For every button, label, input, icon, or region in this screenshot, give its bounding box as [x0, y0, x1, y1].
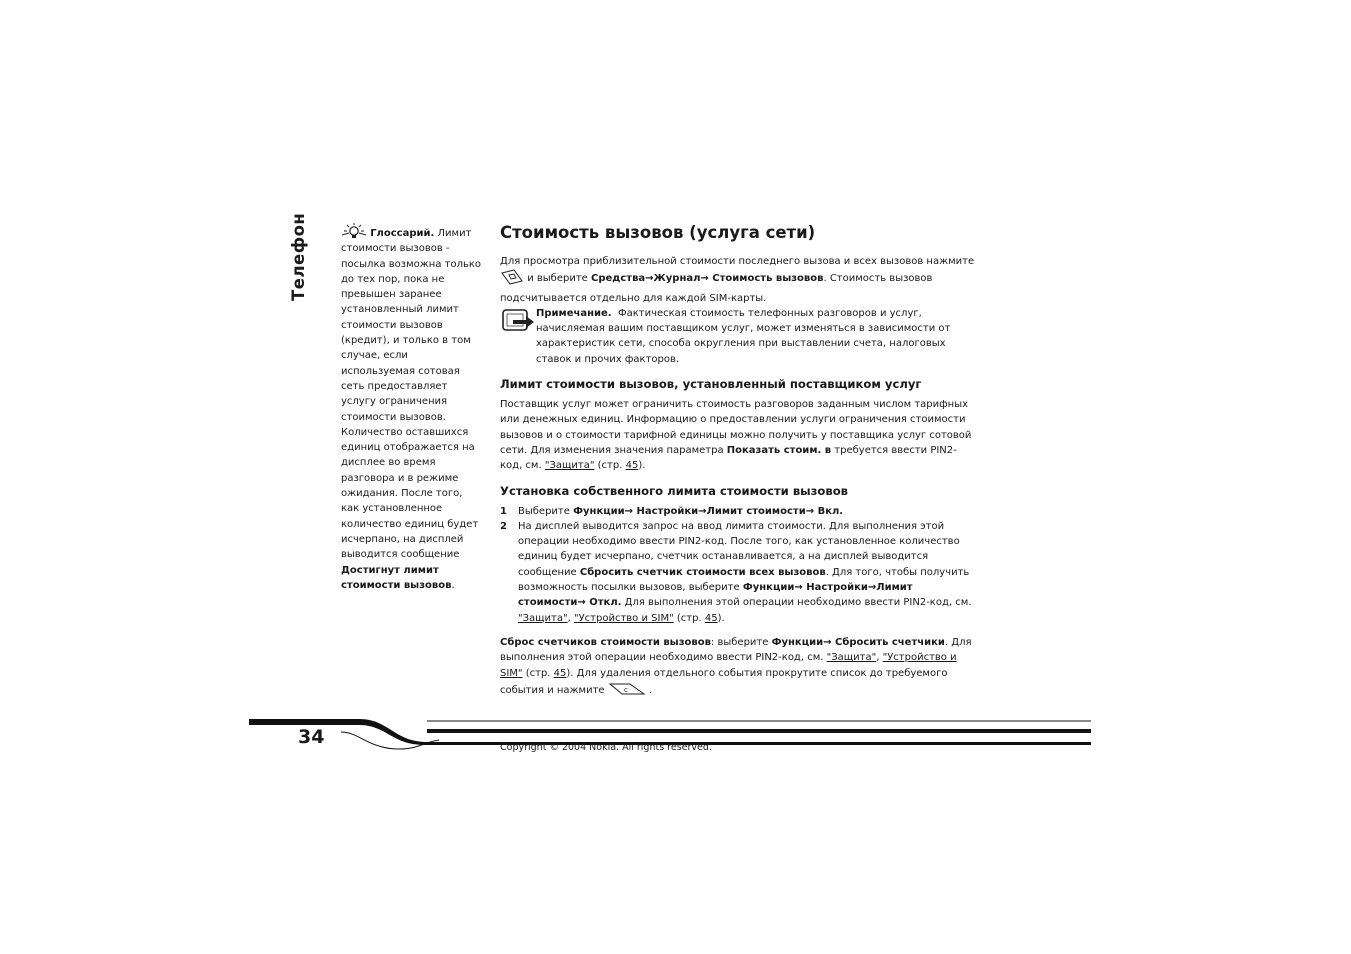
glossary-end: .: [451, 579, 455, 591]
step-text: . Для того, чтобы получить возможность посылки вызовов, выберите: [518, 566, 970, 594]
separator: ,: [876, 652, 880, 664]
provider-limit-paragraph: [500, 397, 978, 473]
step-text: Для выполнения этой операции необходимо ввести PIN2-код, см.: [624, 597, 972, 609]
page-ref-prefix: (стр.: [525, 667, 551, 679]
reset-label: Сброс счетчиков стоимости вызовов: [500, 636, 711, 648]
reset-text-end: .: [648, 684, 653, 696]
step-menu-path: Функции→ Настройки→Лимит стоимости→ Вкл.: [573, 505, 844, 517]
svg-text:c: c: [623, 685, 628, 694]
glossary-text: Лимит стоимости вызовов - посылка возможна только до тех пор, пока не превышен заранее установленный лимит стоимости вызовов (кредит), и только в том случае, если используемая сотовая сеть предоставляет услугу ограничения стоимости вызовов. Количество оставшихся единиц отображается на дисплее во время разговора и в режиме ожидания. После того, как установленное количество единиц будет исчерпано, на дисплей выводится сообщение: [341, 228, 482, 561]
page-ref-prefix: (стр.: [597, 460, 623, 472]
page-ref-prefix: (стр.: [676, 612, 702, 624]
param-name: Показать стоим. в: [726, 444, 832, 456]
page-title: Стоимость вызовов (услуга сети): [500, 223, 816, 242]
reset-counters-paragraph: [500, 635, 978, 702]
glossary-message: Достигнут лимит стоимости вызовов: [341, 564, 452, 591]
menu-key-icon: [500, 269, 524, 290]
reset-text-1: : выберите: [710, 636, 769, 648]
main-content: [500, 222, 978, 702]
page-ref-suffix: ).: [638, 460, 646, 472]
link-security[interactable]: "Защита": [544, 460, 595, 472]
reset-text-2: . Для выполнения этой операции необходимо ввести PIN2-код, см.: [500, 636, 972, 664]
link-page-ref[interactable]: 45: [625, 460, 639, 472]
link-security[interactable]: "Защита": [518, 612, 568, 624]
page-number: 34: [298, 726, 325, 748]
link-page-ref[interactable]: 45: [553, 667, 567, 679]
step-number: 2: [500, 520, 507, 532]
intro-text-2: и выберите: [527, 273, 588, 285]
steps-list: [500, 504, 978, 626]
step-text: Выберите: [518, 505, 570, 517]
intro-menu-path: Средства→Журнал→ Стоимость вызовов: [591, 273, 824, 285]
step-menu-path: Функции→ Настройки→Лимит стоимости→ Откл.: [518, 582, 913, 609]
note-label: Примечание.: [536, 307, 612, 319]
provider-limit-text-1: Поставщик услуг может ограничить стоимость разговоров заданным числом тарифных или денежных единиц. Информацию о предоставлении услуги ограничения стоимости вызовов и о стоимости тарифной единицы можно получить у поставщика услуг сотовой сети. Для изменения значения параметра: [500, 399, 972, 456]
step-message: Сбросить счетчик стоимости всех вызовов: [579, 566, 826, 578]
link-page-ref[interactable]: 45: [704, 612, 718, 624]
clear-key-icon: [608, 681, 646, 702]
intro-paragraph: [500, 254, 978, 306]
lightbulb-tip-icon: [341, 222, 367, 240]
note-icon: [500, 306, 536, 334]
separator: ,: [567, 612, 571, 624]
page-ref-suffix: ).: [717, 612, 725, 624]
copyright-notice: Copyright © 2004 Nokia. All rights reserved.: [500, 742, 712, 753]
section-heading-own-limit: Установка собственного лимита стоимости вызовов: [500, 483, 848, 498]
intro-text-1: Для просмотра приблизительной стоимости последнего вызова и всех вызовов нажмите: [500, 256, 975, 267]
glossary-sidebar: [341, 222, 483, 593]
reset-menu-path: Функции→ Сбросить счетчики: [771, 636, 945, 648]
glossary-label: Глоссарий.: [370, 228, 435, 239]
intro-text-3: . Стоимость вызовов подсчитывается отдельно для каждой SIM-карты.: [500, 273, 933, 304]
step-number: 1: [500, 505, 507, 517]
section-heading-provider-limit: Лимит стоимости вызовов, установленный поставщиком услуг: [500, 377, 922, 392]
provider-limit-text-2: требуется ввести PIN2-код, см.: [500, 444, 957, 472]
reset-text-3: ). Для удаления отдельного события прокрутите список до требуемого события и нажмите: [500, 667, 948, 696]
note-text: Фактическая стоимость телефонных разговоров и услуг, начисляемая вашим поставщиком услуг, может изменяться в зависимости от характеристик сети, способа округления при выставлении счета, налоговых ставок и прочих факторов.: [536, 307, 951, 365]
glossary-paragraph: [341, 222, 483, 593]
link-device-sim[interactable]: "Устройство и SIM": [573, 612, 674, 624]
side-title-text: Телефон: [289, 212, 308, 301]
step-item: [500, 519, 978, 626]
link-device-sim[interactable]: "Устройство и SIM": [500, 652, 957, 679]
step-text: На дисплей выводится запрос на ввод лимита стоимости. Для выполнения этой операции необходимо ввести PIN2-код. После того, как установленное количество единиц будет исчерпано, счетчик останавливается, а на дисплей выводится сообщение: [518, 520, 960, 578]
step-item: [500, 504, 978, 519]
section-side-title: [289, 212, 317, 301]
link-security[interactable]: "Защита": [826, 652, 877, 664]
note-block: [500, 306, 978, 367]
